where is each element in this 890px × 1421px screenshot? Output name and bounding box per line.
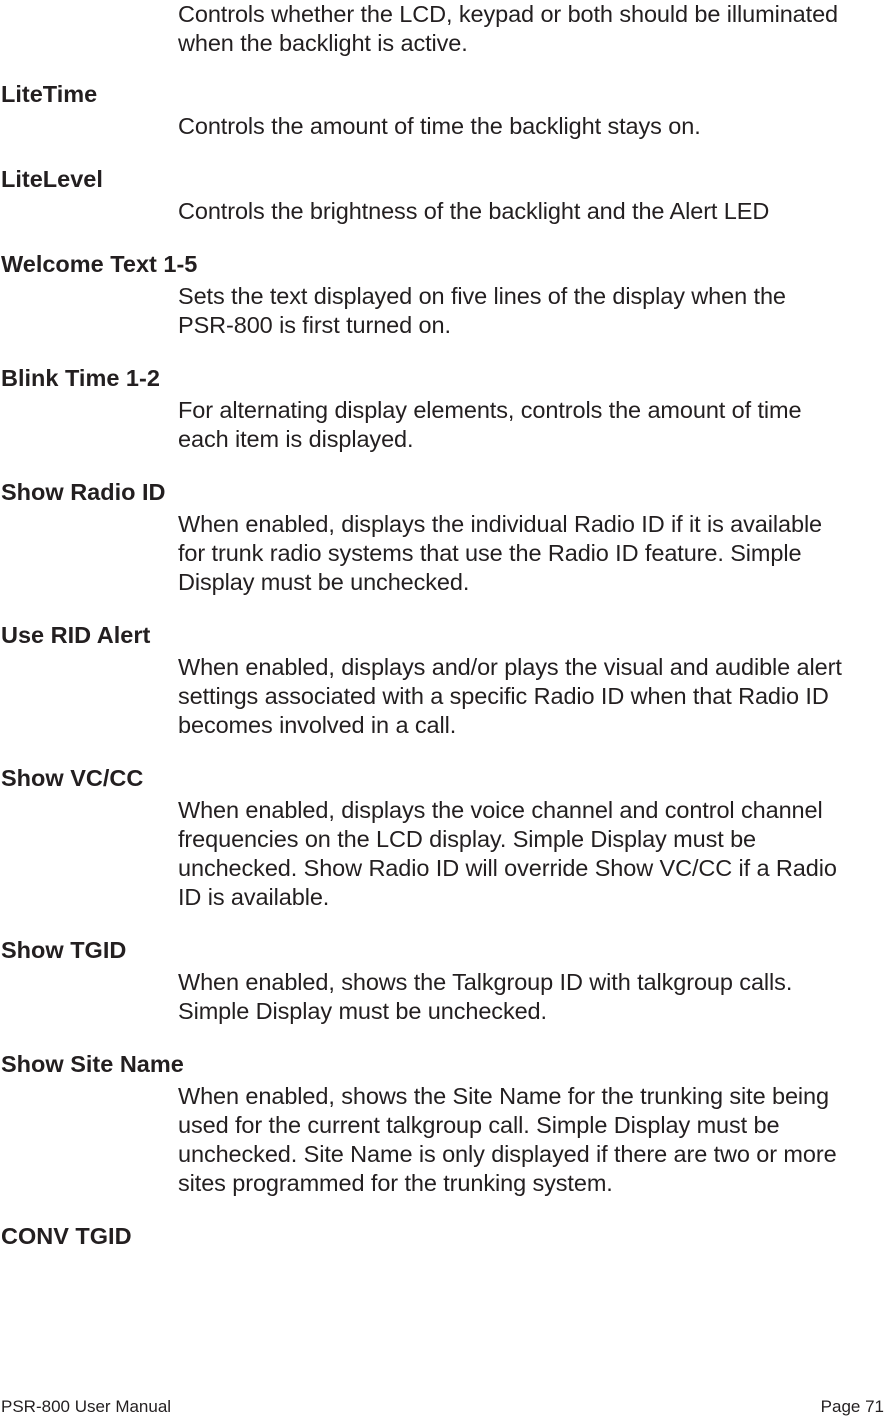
setting-description: When enabled, shows the Site Name for the trunking site being used for the current talkgroup call. Simple Display must be unchecked. Site Name is only displayed if there are two or more sites programmed for the trunking system. <box>178 1083 837 1196</box>
definition-entry <box>0 1222 890 1250</box>
setting-description: For alternating display elements, controls the amount of time each item is displayed. <box>178 397 802 452</box>
setting-description: Controls the amount of time the backlight stays on. <box>178 113 701 139</box>
page-number: Page 71 <box>820 1397 884 1416</box>
setting-description: When enabled, displays the individual Radio ID if it is available for trunk radio systems that use the Radio ID feature. Simple Display must be unchecked. <box>178 511 823 595</box>
setting-term: LiteTime <box>1 81 98 107</box>
definition-entry <box>0 80 890 141</box>
definition-entry <box>0 621 890 740</box>
setting-term: Show TGID <box>1 937 127 963</box>
setting-description: When enabled, shows the Talkgroup ID with talkgroup calls. Simple Display must be unchecked. <box>178 969 793 1024</box>
setting-term: CONV TGID <box>1 1223 132 1249</box>
setting-term: Show Site Name <box>1 1051 184 1077</box>
setting-description: When enabled, displays the voice channel and control channel frequencies on the LCD display. Simple Display must be unchecked. Show Radio ID will override Show VC/CC if a Radio ID is available. <box>178 797 837 910</box>
page-footer <box>0 1396 890 1418</box>
definition-entry <box>0 478 890 597</box>
setting-description: Controls the brightness of the backlight and the Alert LED <box>178 198 770 224</box>
definition-entry <box>0 250 890 340</box>
definition-entry <box>0 165 890 226</box>
definition-entry <box>0 936 890 1026</box>
intro-description: Controls whether the LCD, keypad or both should be illuminated when the backlight is active. <box>178 1 839 56</box>
setting-term: Show Radio ID <box>1 479 166 505</box>
definition-entry <box>0 1050 890 1198</box>
setting-term: Blink Time 1-2 <box>1 365 160 391</box>
setting-description: When enabled, displays and/or plays the visual and audible alert settings associated with a specific Radio ID when that Radio ID becomes involved in a call. <box>178 654 842 738</box>
definition-entry <box>0 364 890 454</box>
setting-term: Show VC/CC <box>1 765 144 791</box>
setting-term: LiteLevel <box>1 166 103 192</box>
setting-description: Sets the text displayed on five lines of the display when the PSR-800 is first turned on. <box>178 283 786 338</box>
definition-list <box>0 80 890 1250</box>
setting-term: Welcome Text 1-5 <box>1 251 198 277</box>
setting-term: Use RID Alert <box>1 622 151 648</box>
definition-entry <box>0 764 890 912</box>
manual-title: PSR-800 User Manual <box>1 1397 172 1416</box>
